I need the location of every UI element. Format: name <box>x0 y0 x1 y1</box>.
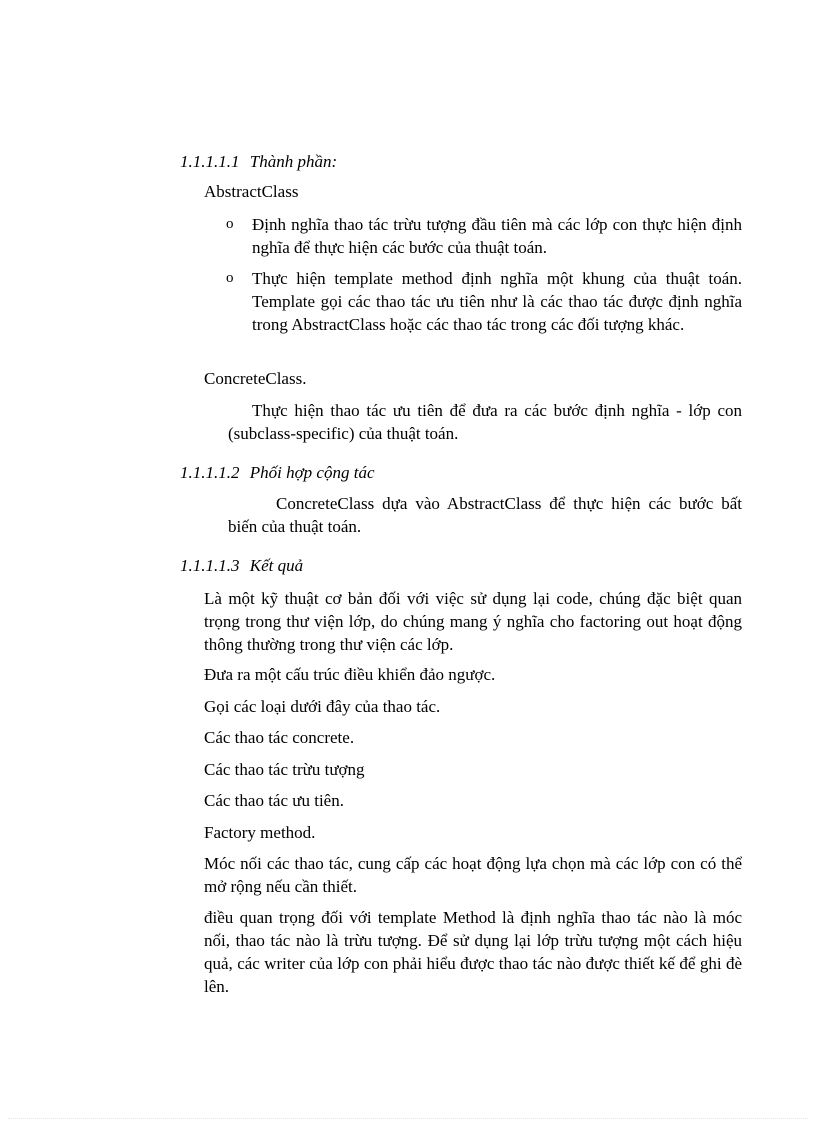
concrete-class-label: ConcreteClass. <box>204 369 307 388</box>
bullet-text: Định nghĩa thao tác trừu tượng đầu tiên mà các lớp con thực hiện định nghĩa để thực hiện các bước của thuật toán. <box>252 215 742 257</box>
section-heading-consequences <box>180 555 303 577</box>
collaboration-text: ConcreteClass dựa vào AbstractClass để thực hiện các bước bất biến của thuật toán. <box>228 494 742 536</box>
section-title: Thành phần: <box>249 152 338 171</box>
paragraph: Đưa ra một cấu trúc điều khiển đảo ngược. <box>204 665 496 684</box>
section-number: 1.1.1.1.2 <box>180 463 240 482</box>
section-number: 1.1.1.1.1 <box>180 152 240 171</box>
section-title: Kết quả <box>249 556 304 575</box>
paragraph: Là một kỹ thuật cơ bản đối với việc sử dụng lại code, chúng đặc biệt quan trọng trong thư viện lớp, do chúng mang ý nghĩa cho factoring out hoạt động thông thường trong thư viện các lớp. <box>204 589 742 654</box>
paragraph: Các thao tác ưu tiên. <box>204 791 344 810</box>
circle-bullet-icon: o <box>226 216 234 232</box>
paragraph: Gọi các loại dưới đây của thao tác. <box>204 697 441 716</box>
paragraph: điều quan trọng đối với template Method là định nghĩa thao tác nào là móc nối, thao tác nào là trừu tượng. Để sử dụng lại lớp trừu tượng một cách hiệu quả, các writer của lớp con phải hiểu được thao tác nào được thiết kế để ghi đè lên. <box>204 908 742 996</box>
list-item <box>226 213 742 259</box>
list-item <box>226 267 742 336</box>
circle-bullet-icon: o <box>226 270 234 286</box>
paragraph: Các thao tác trừu tượng <box>204 760 365 779</box>
paragraph: Các thao tác concrete. <box>204 728 355 747</box>
concrete-class-description: Thực hiện thao tác ưu tiên để đưa ra các bước định nghĩa - lớp con (subclass-specific) của thuật toán. <box>228 401 742 443</box>
section-heading-components <box>180 151 337 173</box>
section-number: 1.1.1.1.3 <box>180 556 240 575</box>
paragraph: Móc nối các thao tác, cung cấp các hoạt động lựa chọn mà các lớp con có thể mở rộng nếu cần thiết. <box>204 854 742 896</box>
paragraph: Factory method. <box>204 823 316 842</box>
section-title: Phối hợp cộng tác <box>249 463 375 482</box>
abstract-class-label: AbstractClass <box>204 182 299 201</box>
page-bottom-divider <box>8 1118 808 1119</box>
bullet-text: Thực hiện template method định nghĩa một khung của thuật toán. Template gọi các thao tác ưu tiên như là các thao tác được định nghĩa trong AbstractClass hoặc các thao tác trong các đối tượng khác. <box>252 269 742 334</box>
section-heading-collaboration <box>180 462 375 484</box>
